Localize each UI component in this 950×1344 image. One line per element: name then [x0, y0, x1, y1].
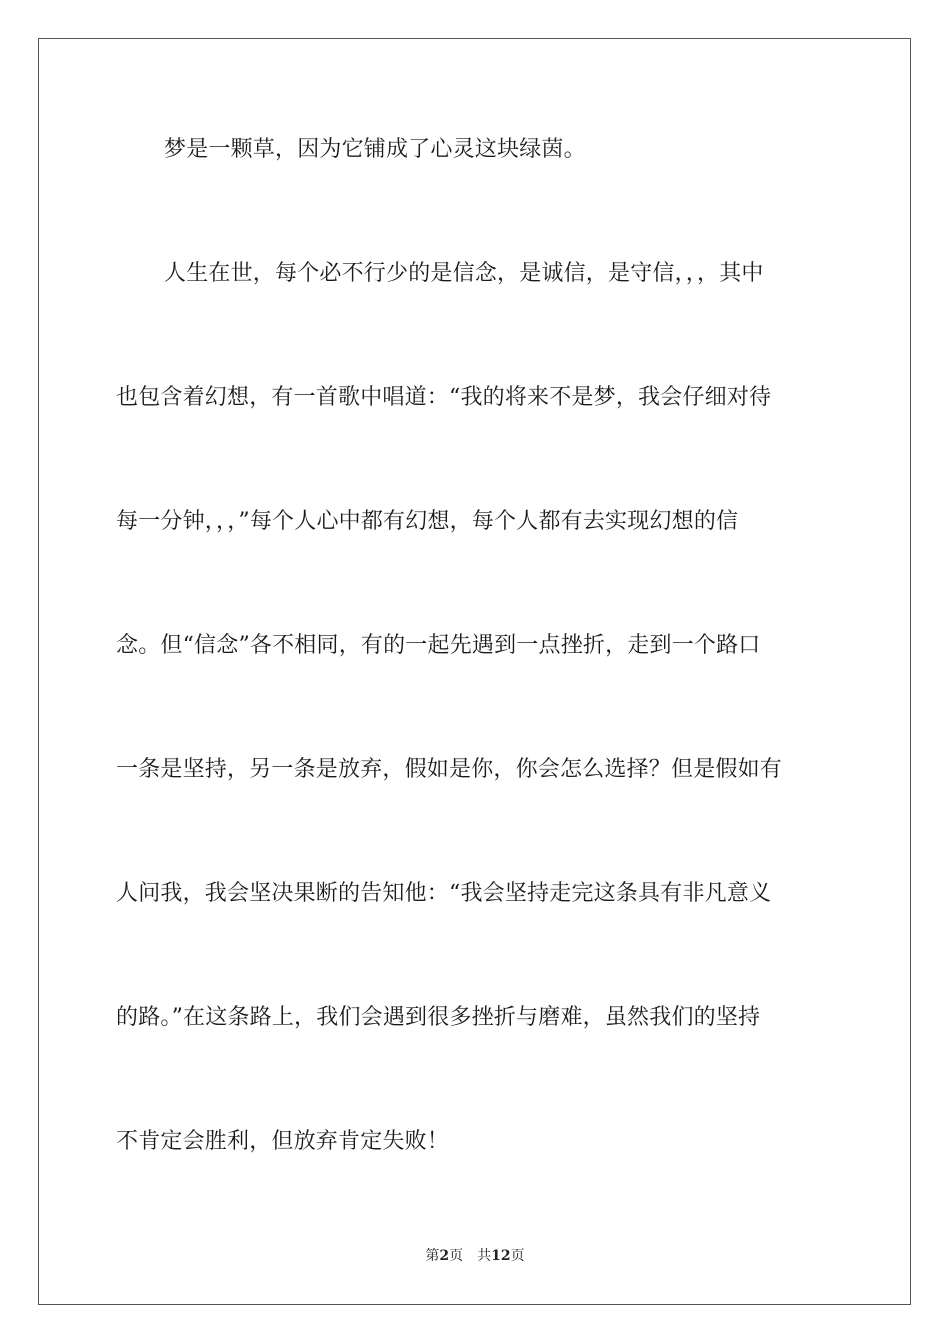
- total-prefix: 共: [477, 1248, 492, 1264]
- paragraph-line-5: 念。但“信念”各不相同，有的一起先遇到一点挫折，走到一个路口: [116, 633, 761, 658]
- page-suffix: 页: [449, 1248, 464, 1264]
- paragraph-line-3: 也包含着幻想，有一首歌中唱道：“我的将来不是梦，我会仔细对待: [116, 385, 772, 410]
- page-border: [38, 38, 911, 1305]
- page-footer: [0, 1247, 950, 1265]
- page-prefix: 第: [425, 1248, 440, 1264]
- total-suffix: 页: [510, 1248, 525, 1264]
- paragraph-line-2: 人生在世，每个必不行少的是信念，是诚信，是守信，，，其中: [164, 261, 764, 286]
- page-number: 2: [439, 1248, 450, 1264]
- paragraph-line-9: 不肯定会胜利，但放弃肯定失败！: [116, 1129, 450, 1154]
- paragraph-line-4: 每一分钟，，，”每个人心中都有幻想，每个人都有去实现幻想的信: [116, 509, 739, 534]
- total-pages: 12: [491, 1248, 511, 1264]
- paragraph-line-6: 一条是坚持，另一条是放弃，假如是你，你会怎么选择？但是假如有: [116, 757, 783, 782]
- paragraph-line-1: 梦是一颗草，因为它铺成了心灵这块绿茵。: [164, 137, 586, 162]
- paragraph-line-8: 的路。”在这条路上，我们会遇到很多挫折与磨难，虽然我们的坚持: [116, 1005, 761, 1030]
- paragraph-line-7: 人问我，我会坚决果断的告知他：“我会坚持走完这条具有非凡意义: [116, 881, 772, 906]
